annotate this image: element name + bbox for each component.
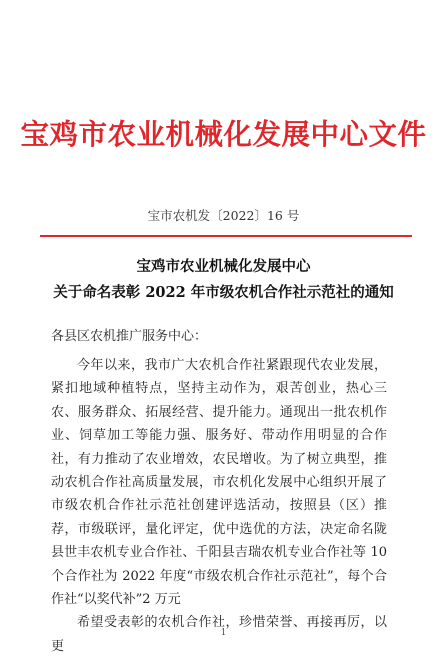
- page-number: 1: [220, 628, 227, 638]
- notice-title-issuer: 宝鸡市农业机械化发展中心: [136, 258, 311, 275]
- notice-title-subject: 关于命名表彰 2022 年市级农机合作社示范社的通知: [53, 284, 394, 301]
- red-divider-line: [40, 235, 412, 237]
- salutation: 各县区农机推广服务中心：: [51, 329, 208, 344]
- body-paragraph: 今年以来，我市广大农机合作社紧跟现代农业发展，紧扣地域种植特点，坚持主动作为，艰苦创业，热心三农、服务群众、拓展经营、提升能力。通现出一批农机作业、饲草加工等能力强、服务好、带动作用明显的合作社，有力推动了农业增效，农民增收。为了树立典型，推动农机合作社高质量发展，市农机化发展中心组织开展了市级农机合作社示范社创建评选活动，按照县（区）推荐，市级联评，量化评定，优中选优的方法，决定命名陇县世丰农机专业合作社、千阳县吉瑞农机专业合作社等 10 个合作社为 2022 年度“市级农机合作社示范社”，每个合作社“以奖代补”2 万元: [51, 358, 387, 608]
- org-document-header: 宝鸡市农业机械化发展中心文件: [20, 118, 427, 151]
- document-number: 宝市农机发〔2022〕16 号: [147, 208, 300, 223]
- notice-body: [51, 354, 387, 658]
- body-paragraph: 希望受表彰的农机合作社，珍惜荣誉、再接再厉，以更: [51, 615, 387, 654]
